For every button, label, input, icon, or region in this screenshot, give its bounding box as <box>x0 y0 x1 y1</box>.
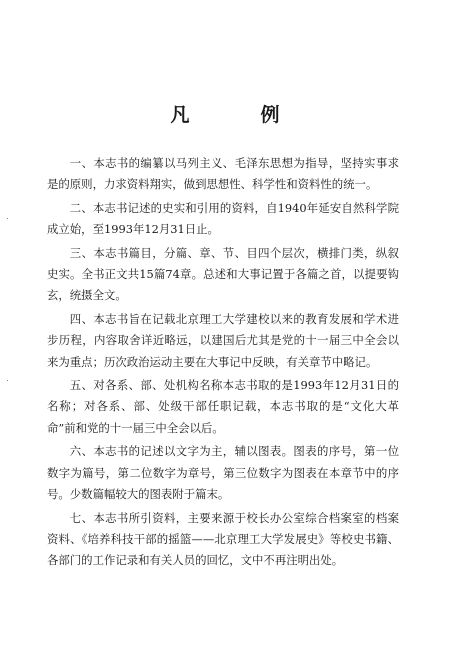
document-body <box>47 153 399 574</box>
paragraph-7: 七、本志书所引资料，主要来源于校长办公室综合档案室的档案资料、《培养科技干部的摇篮——北京理工大学发展史》等校史书籍、各部门的工作记录和有关人员的回忆，文中不再注明出处。 <box>47 510 399 568</box>
margin-mark <box>7 380 8 381</box>
paragraph-3: 三、本志书篇目，分篇、章、节、目四个层次，横排门类，纵叙史实。全书正文共15篇74章。总述和大事记置于各篇之首，以提要钩玄，统摄全文。 <box>47 245 399 303</box>
page-title: 凡 例 <box>170 104 306 126</box>
paragraph-5: 五、对各系、部、处机构名称本志书取的是1993年12月31日的名称；对各系、部、处级干部任职记载，本志书取的是“文化大革命”前和党的十一届三中全会以后。 <box>47 378 399 435</box>
paragraph-2: 二、本志书记述的史实和引用的资料，自1940年延安自然科学院成立始，至1993年12月31日止。 <box>47 200 399 237</box>
paragraph-4: 四、本志书旨在记载北京理工大学建校以来的教育发展和学术进步历程，内容取舍详近略远，以建国后尤其是党的十一届三中全会以来为重点；历次政治运动主要在大事记中反映，有关章节中略记。 <box>47 311 399 369</box>
margin-mark <box>7 218 8 219</box>
paragraph-6: 六、本志书的记述以文字为主，辅以图表。图表的序号，第一位数字为篇号，第二位数字为章号，第三位数字为图表在本章节中的序号。少数篇幅较大的图表附于篇末。 <box>47 444 399 502</box>
paragraph-1: 一、本志书的编纂以马列主义、毛泽东思想为指导，坚持实事求是的原则，力求资料翔实，做到思想性、科学性和资料性的统一。 <box>47 156 399 192</box>
